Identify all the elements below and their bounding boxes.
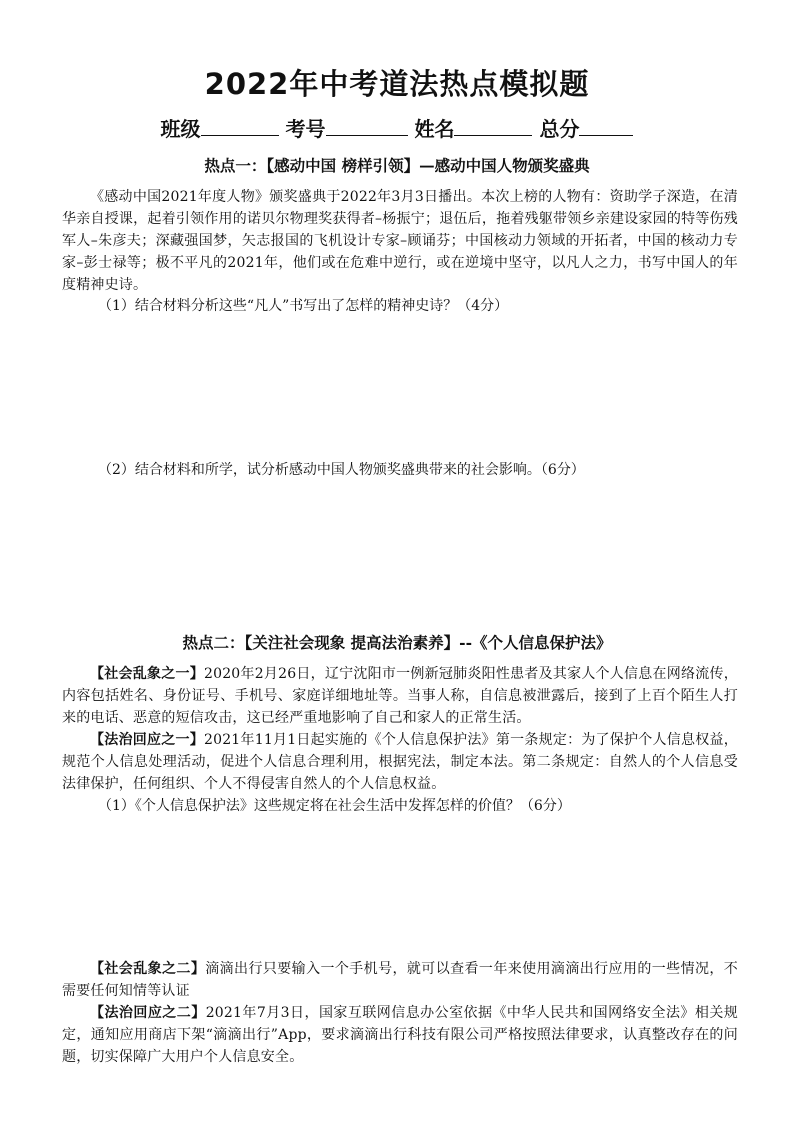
section2-heading: 热点二：【关注社会现象 提高法治素养】--《个人信息保护法》	[182, 633, 612, 652]
section1-question-2: （2）结合材料和所学，试分析感动中国人物颁奖盛典带来的社会影响。（6分）	[98, 462, 585, 478]
section1-heading: 热点一：【感动中国 榜样引领】—感动中国人物颁奖盛典	[204, 156, 590, 175]
student-info-row	[0, 113, 794, 142]
exam-no-blank[interactable]	[326, 117, 408, 136]
legal-response-1-text: 2021年11月1日起实施的《个人信息保护法》第一条规定：为了保护个人信息权益，规范个人信息处理活动，促进个人信息合理利用，根据宪法，制定本法。第二条规定：自然人的个人信息受法律保护，任何组织、个人不得侵害自然人的个人信息权益。	[62, 732, 738, 792]
social-issue-1-tag: 【社会乱象之一】	[90, 666, 204, 682]
total-score-blank[interactable]	[579, 117, 633, 136]
social-issue-1	[62, 663, 738, 729]
name-label: 姓名	[414, 117, 455, 141]
social-issue-2	[62, 958, 738, 1002]
section1-question-1: （1）结合材料分析这些“凡人”书写出了怎样的精神史诗？（4分）	[98, 298, 509, 314]
name-blank[interactable]	[454, 117, 532, 136]
total-score-label: 总分	[539, 117, 580, 141]
class-label: 班级	[160, 117, 201, 141]
social-issue-1-text: 2020年2月26日，辽宁沈阳市一例新冠肺炎阳性患者及其家人个人信息在网络流传，内容包括姓名、身份证号、手机号、家庭详细地址等。当事人称，自信息被泄露后，接到了上百个陌生人打来的电话、恶意的短信攻击，这已经严重地影响了自己和家人的正常生活。	[62, 666, 738, 726]
exam-no-label: 考号	[285, 117, 326, 141]
social-issue-2-tag: 【社会乱象之二】	[90, 961, 206, 977]
legal-response-1-tag: 【法治回应之一】	[90, 732, 204, 748]
legal-response-2-text: 2021年7月3日，国家互联网信息办公室依据《中华人民共和国网络安全法》相关规定，通知应用商店下架“滴滴出行”App，要求滴滴出行科技有限公司严格按照法律要求，认真整改存在的问题，切实保障广大用户个人信息安全。	[62, 1005, 738, 1065]
legal-response-1	[62, 729, 738, 795]
section2-question-1: （1）《个人信息保护法》这些规定将在社会生活中发挥怎样的价值？（6分）	[98, 798, 571, 814]
class-blank[interactable]	[201, 117, 279, 136]
page-title: 2022年中考道法热点模拟题	[204, 67, 590, 101]
legal-response-2	[62, 1002, 738, 1068]
legal-response-2-tag: 【法治回应之二】	[90, 1005, 206, 1021]
section1-material: 《感动中国2021年度人物》颁奖盛典于2022年3月3日播出。本次上榜的人物有：资助学子深造，在清华亲自授课，起着引领作用的诺贝尔物理奖获得者–杨振宁；退伍后，拖着残躯带领乡亲建设家园的特等伤残军人–朱彦夫；深藏强国梦，矢志报国的飞机设计专家–顾诵芬；中国核动力领域的开拓者，中国的核动力专家–彭士禄等；极不平凡的2021年，他们或在危难中逆行，或在逆境中坚守，以凡人之力，书写中国人的年度精神史诗。	[62, 189, 738, 293]
social-issue-2-text: 滴滴出行只要输入一个手机号，就可以查看一年来使用滴滴出行应用的一些情况，不需要任何知情等认证	[62, 961, 738, 999]
